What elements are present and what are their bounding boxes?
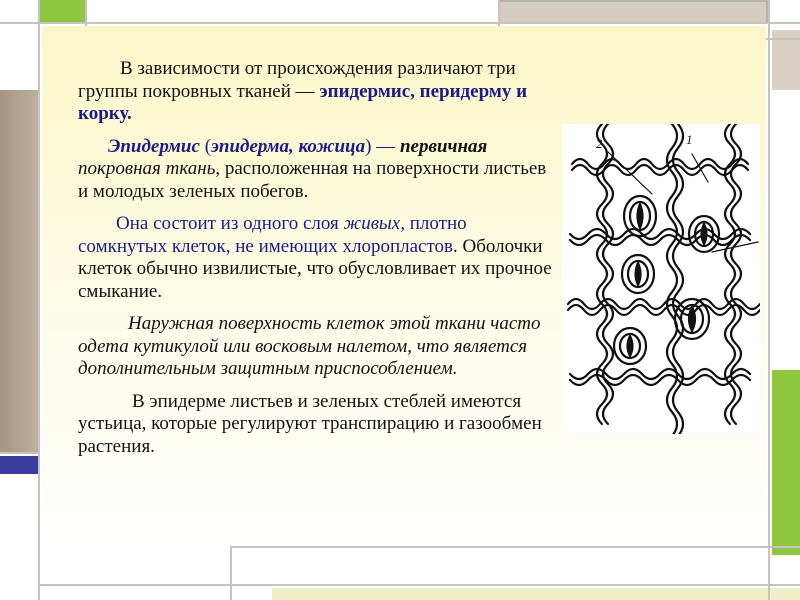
term-epidermis: Эпидермис: [108, 135, 200, 157]
term-primary: первичная: [399, 135, 488, 157]
term-synonyms: эпидерма, кожица: [211, 135, 366, 157]
frame-line: [768, 0, 770, 600]
intro-text: В зависимости от происхождения различают три группы покровных тканей —: [78, 58, 516, 102]
frame-line: [230, 548, 232, 600]
decor-green-block-top: [40, 0, 85, 22]
paragraph-stomata: [78, 391, 554, 459]
paren-close: ) —: [365, 135, 396, 157]
paragraph-epidermis-definition: [78, 136, 554, 204]
decor-green-block-right: [772, 370, 800, 555]
paragraph-structure: [78, 213, 554, 303]
paren-open: (: [204, 135, 212, 157]
decor-pale-block-bottom: [272, 588, 800, 600]
term-living: живых,: [343, 213, 405, 234]
cuticle-text: Наружная поверхность клеток этой ткани часто одета кутикулой или восковым налетом, что является дополнительным защитным приспособлением.: [78, 313, 541, 379]
stomata-text: В эпидерме листьев и зеленых стеблей имеются устьица, которые регулируют транспирацию и газообмен растения.: [78, 390, 542, 457]
tissue-groups: эпидермис, перидерму и корку.: [78, 80, 528, 124]
frame-line: [0, 452, 40, 454]
structure-text-c: Оболочки клеток обычно извилистые, что обусловливает их прочное смыкание.: [78, 235, 552, 302]
paragraph-cuticle: [78, 313, 554, 381]
epidermis-drawing: [562, 124, 760, 434]
paragraph-intro: [78, 58, 554, 126]
figure-label-1: 1: [686, 132, 693, 147]
frame-line: [40, 584, 800, 586]
decor-taupe-block-top: [498, 0, 768, 24]
structure-period: .: [452, 235, 458, 257]
frame-line: [0, 22, 800, 24]
frame-line: [230, 546, 800, 548]
decor-taupe-block-left: [0, 90, 38, 452]
slide-text: [78, 58, 554, 468]
definition-rest: , расположенная на поверхности листьев и молодых зеленых побегов.: [78, 158, 547, 202]
decor-navy-block-left: [0, 456, 38, 474]
term-covering-tissue: покровная ткань: [78, 158, 216, 179]
structure-text-b: плотно сомкнутых клеток, не имеющих хлоропластов: [78, 213, 467, 257]
structure-text-a: Она состоит из одного слоя: [116, 213, 339, 234]
epidermis-illustration: [562, 124, 760, 434]
frame-line: [38, 0, 40, 600]
figure-label-2: 2: [596, 136, 603, 151]
